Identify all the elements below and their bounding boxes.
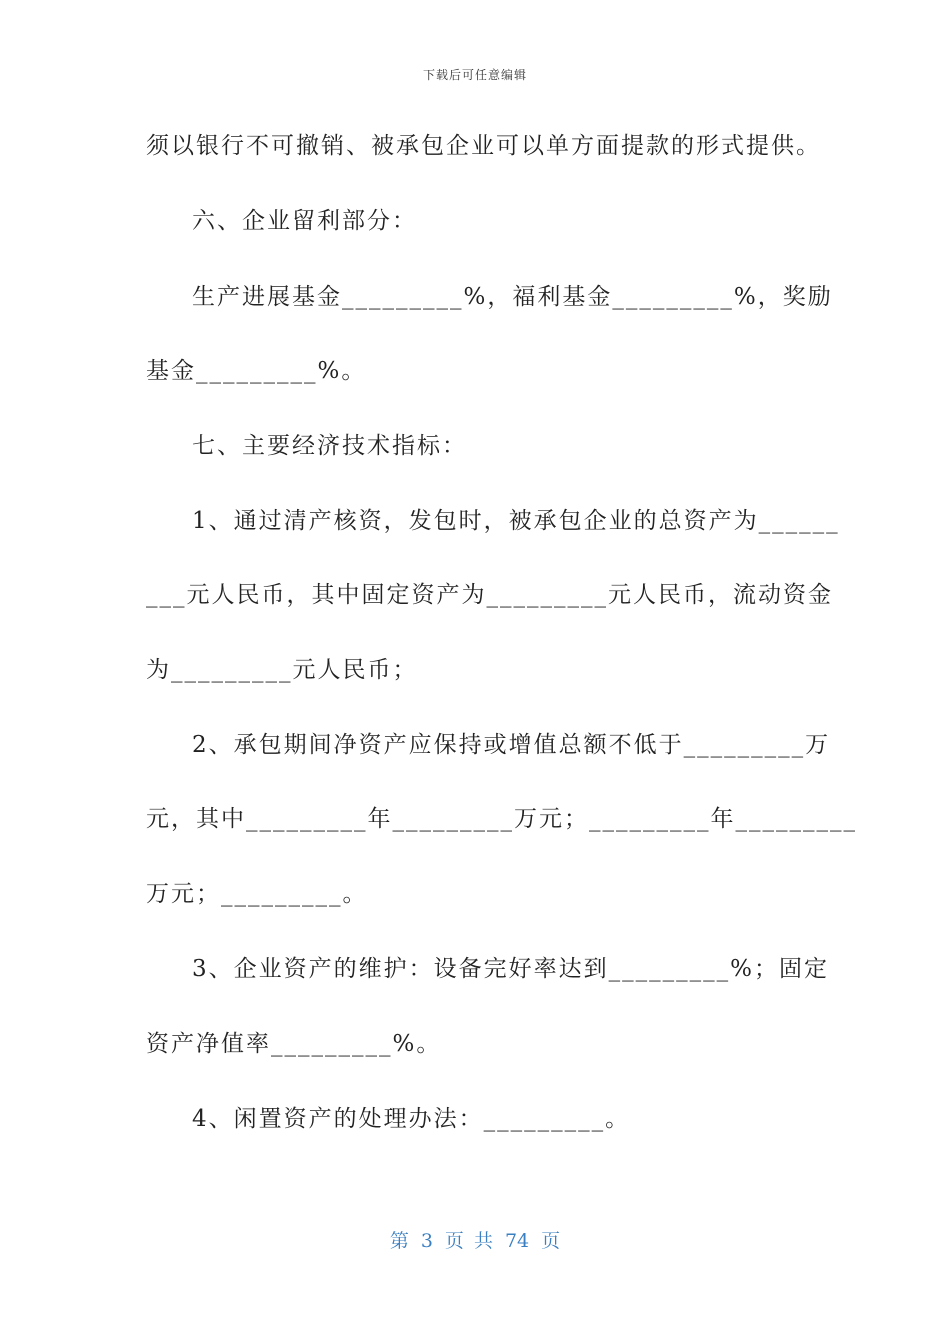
paragraph-line: 基金_________%。 <box>146 358 367 384</box>
page-current: 3 <box>420 1230 433 1252</box>
paragraph-line: 元，其中_________年_________万元；_________年_________ <box>146 806 857 832</box>
page-label-mid: 页 共 <box>444 1230 493 1252</box>
paragraph-line: 万元；_________。 <box>146 881 368 907</box>
paragraph-line: 须以银行不可撤销、被承包企业可以单方面提款的形式提供。 <box>146 133 821 159</box>
paragraph-line: ___元人民币，其中固定资产为_________元人民币，流动资金 <box>146 582 833 608</box>
section-heading-retained-profit: 六、企业留利部分： <box>192 208 417 234</box>
paragraph-line: 1、通过清产核资，发包时，被承包企业的总资产为______ <box>192 508 840 534</box>
paragraph-line: 4、闲置资产的处理办法：_________。 <box>192 1106 631 1132</box>
paragraph-line: 为_________元人民币； <box>146 657 418 683</box>
header-note: 下载后可任意编辑 <box>422 68 527 82</box>
paragraph-line: 生产进展基金_________%，福利基金_________%，奖励 <box>192 284 833 310</box>
paragraph-line: 2、承包期间净资产应保持或增值总额不低于_________万 <box>192 732 831 758</box>
section-heading-indicators: 七、主要经济技术指标： <box>192 433 467 459</box>
page-total: 74 <box>504 1230 530 1252</box>
paragraph-line: 3、企业资产的维护：设备完好率达到_________%；固定 <box>192 956 829 982</box>
paragraph-line: 资产净值率_________%。 <box>146 1031 442 1057</box>
page-label-suffix: 页 <box>541 1230 561 1252</box>
page-label-prefix: 第 <box>389 1230 409 1252</box>
page-footer <box>0 1226 950 1253</box>
